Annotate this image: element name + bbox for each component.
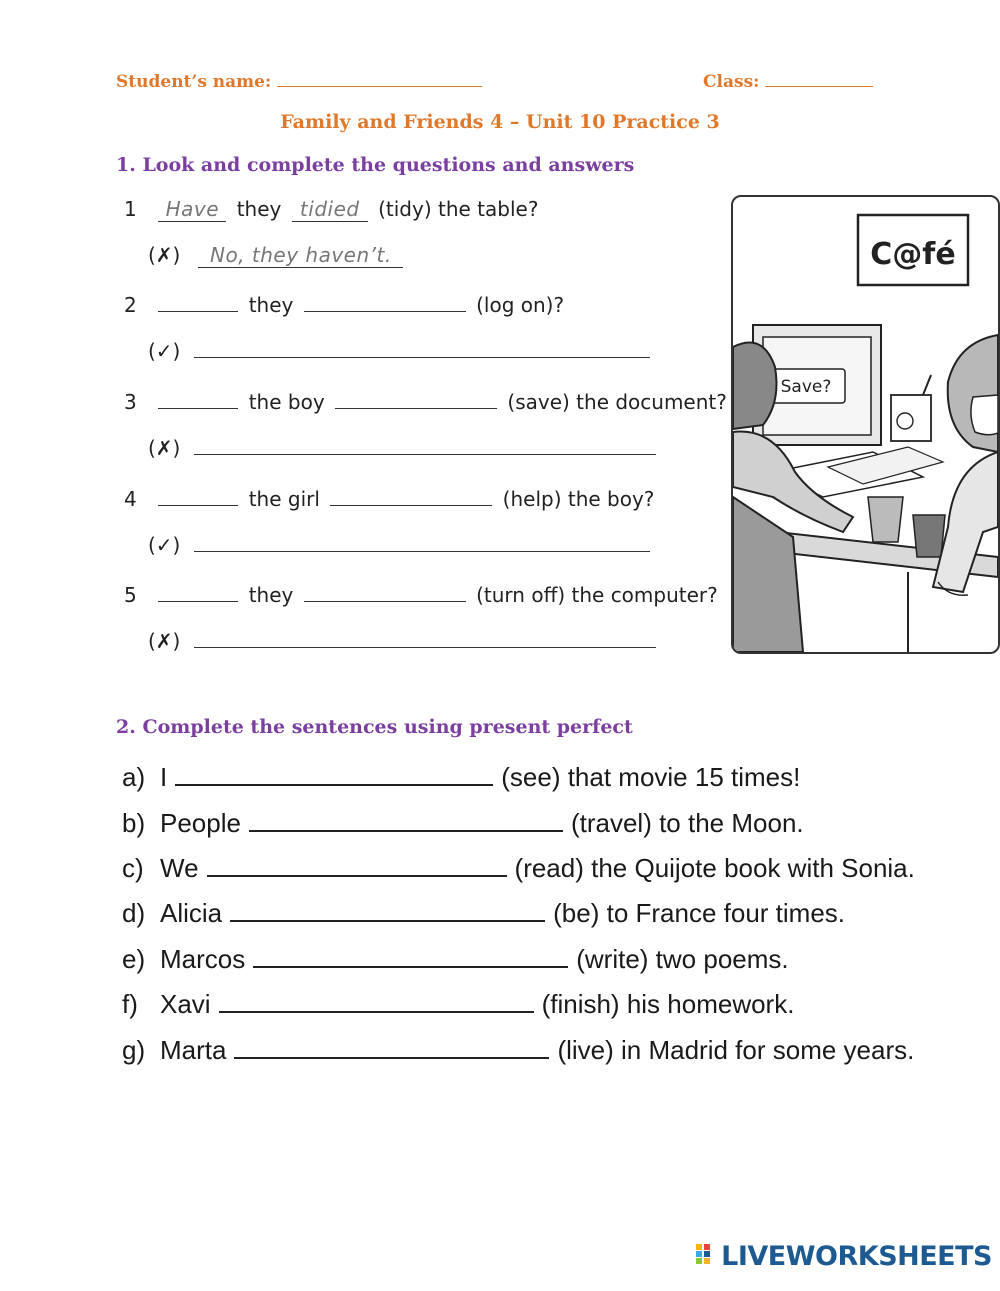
girl-face (971, 395, 998, 435)
question-4-blank-a[interactable] (158, 489, 238, 506)
sentence-e (122, 944, 789, 975)
straw (923, 375, 931, 395)
question-4-verb: (help) the boy? (502, 487, 655, 511)
class-input[interactable] (765, 74, 873, 87)
question-2-verb: (log on)? (476, 293, 565, 317)
sentence-a (122, 762, 800, 793)
sentence-rest: (finish) his homework. (541, 989, 795, 1019)
question-5 (124, 583, 718, 607)
answer-1 (148, 243, 407, 268)
liveworksheets-logo-icon (696, 1242, 718, 1273)
answer-5-input[interactable] (194, 631, 656, 648)
question-1-blank-a[interactable]: Have (158, 197, 226, 222)
question-1-blank-b[interactable]: tidied (292, 197, 368, 222)
sentence-b (122, 808, 804, 839)
dialog-text: Save? (780, 377, 832, 397)
sentence-rest: (travel) to the Moon. (570, 808, 804, 838)
sentence-c-input[interactable] (207, 853, 507, 877)
sentence-d-input[interactable] (230, 898, 545, 922)
question-1-subject: they (236, 197, 282, 221)
boy-head (733, 343, 777, 430)
sentence-subject: People (160, 808, 241, 838)
sentence-label: g) (122, 1035, 146, 1065)
sentence-subject: I (160, 762, 168, 792)
liveworksheets-logo[interactable] (696, 1241, 992, 1273)
sentence-label: c) (122, 853, 144, 883)
sentence-rest: (write) two poems. (576, 944, 789, 974)
answer-2-input[interactable] (194, 341, 650, 358)
sentence-subject: Marta (160, 1035, 227, 1065)
answer-2 (148, 339, 650, 363)
question-4 (124, 487, 654, 511)
question-5-blank-a[interactable] (158, 585, 238, 602)
question-5-verb: (turn off) the computer? (476, 583, 718, 607)
sentence-f-input[interactable] (219, 989, 534, 1013)
sentence-rest: (be) to France four times. (553, 898, 846, 928)
question-2-blank-a[interactable] (158, 295, 238, 312)
sentence-subject: Xavi (160, 989, 211, 1019)
question-3-subject: the boy (248, 390, 325, 414)
answer-3-input[interactable] (194, 438, 656, 455)
question-number: 3 (124, 390, 137, 414)
sentence-c (122, 853, 915, 884)
question-3-verb: (save) the document? (507, 390, 727, 414)
answer-4-input[interactable] (194, 535, 650, 552)
cafe-illustration (731, 195, 1000, 654)
question-5-blank-b[interactable] (304, 585, 466, 602)
student-name-input[interactable] (277, 74, 482, 87)
class-field (703, 72, 873, 92)
cafe-sign-text: C@fé (870, 237, 956, 272)
cup (913, 515, 945, 557)
sentence-label: e) (122, 944, 146, 974)
student-name-field (116, 72, 482, 92)
sentence-rest: (live) in Madrid for some years. (557, 1035, 915, 1065)
student-name-label: Student’s name: (116, 72, 272, 92)
question-number: 1 (124, 197, 137, 221)
question-3-blank-b[interactable] (335, 392, 497, 409)
sentence-label: f) (122, 989, 138, 1019)
sentence-d (122, 898, 845, 929)
sentence-g (122, 1035, 914, 1066)
answer-1-input[interactable]: No, they haven’t. (198, 243, 403, 268)
cross-mark: (✗) (148, 436, 181, 460)
question-2 (124, 293, 564, 317)
question-1-verb: (tidy) the table? (378, 197, 539, 221)
question-5-subject: they (248, 583, 294, 607)
sentence-subject: We (160, 853, 199, 883)
answer-5 (148, 629, 656, 653)
question-4-subject: the girl (248, 487, 320, 511)
answer-4 (148, 533, 650, 557)
answer-3 (148, 436, 656, 460)
section1-heading: 1. Look and complete the questions and answers (116, 154, 635, 176)
sentence-e-input[interactable] (253, 944, 568, 968)
check-mark: (✓) (148, 533, 181, 557)
class-label: Class: (703, 72, 760, 92)
sentence-b-input[interactable] (249, 808, 563, 832)
boy-legs (733, 497, 803, 652)
sentence-f (122, 989, 794, 1020)
check-mark: (✓) (148, 339, 181, 363)
question-3 (124, 390, 727, 414)
sentence-label: a) (122, 762, 146, 792)
sentence-label: b) (122, 808, 146, 838)
question-3-blank-a[interactable] (158, 392, 238, 409)
sentence-rest: (read) the Quijote book with Sonia. (514, 853, 915, 883)
section2-heading: 2. Complete the sentences using present perfect (116, 716, 633, 738)
sentence-subject: Marcos (160, 944, 246, 974)
question-2-subject: they (248, 293, 294, 317)
liveworksheets-logo-text: LIVEWORKSHEETS (721, 1241, 992, 1272)
page-title: Family and Friends 4 – Unit 10 Practice 3 (280, 111, 720, 133)
sentence-g-input[interactable] (234, 1035, 549, 1059)
question-4-blank-b[interactable] (330, 489, 492, 506)
cross-mark: (✗) (148, 629, 181, 653)
question-number: 2 (124, 293, 137, 317)
sentence-a-input[interactable] (175, 762, 493, 786)
question-number: 5 (124, 583, 137, 607)
sentence-subject: Alicia (160, 898, 223, 928)
cup (868, 497, 903, 542)
sentence-rest: (see) that movie 15 times! (501, 762, 801, 792)
cafe-scene-drawing (733, 197, 998, 652)
question-number: 4 (124, 487, 137, 511)
cross-mark: (✗) (148, 243, 181, 267)
sentence-label: d) (122, 898, 146, 928)
question-2-blank-b[interactable] (304, 295, 466, 312)
question-1 (124, 197, 538, 222)
